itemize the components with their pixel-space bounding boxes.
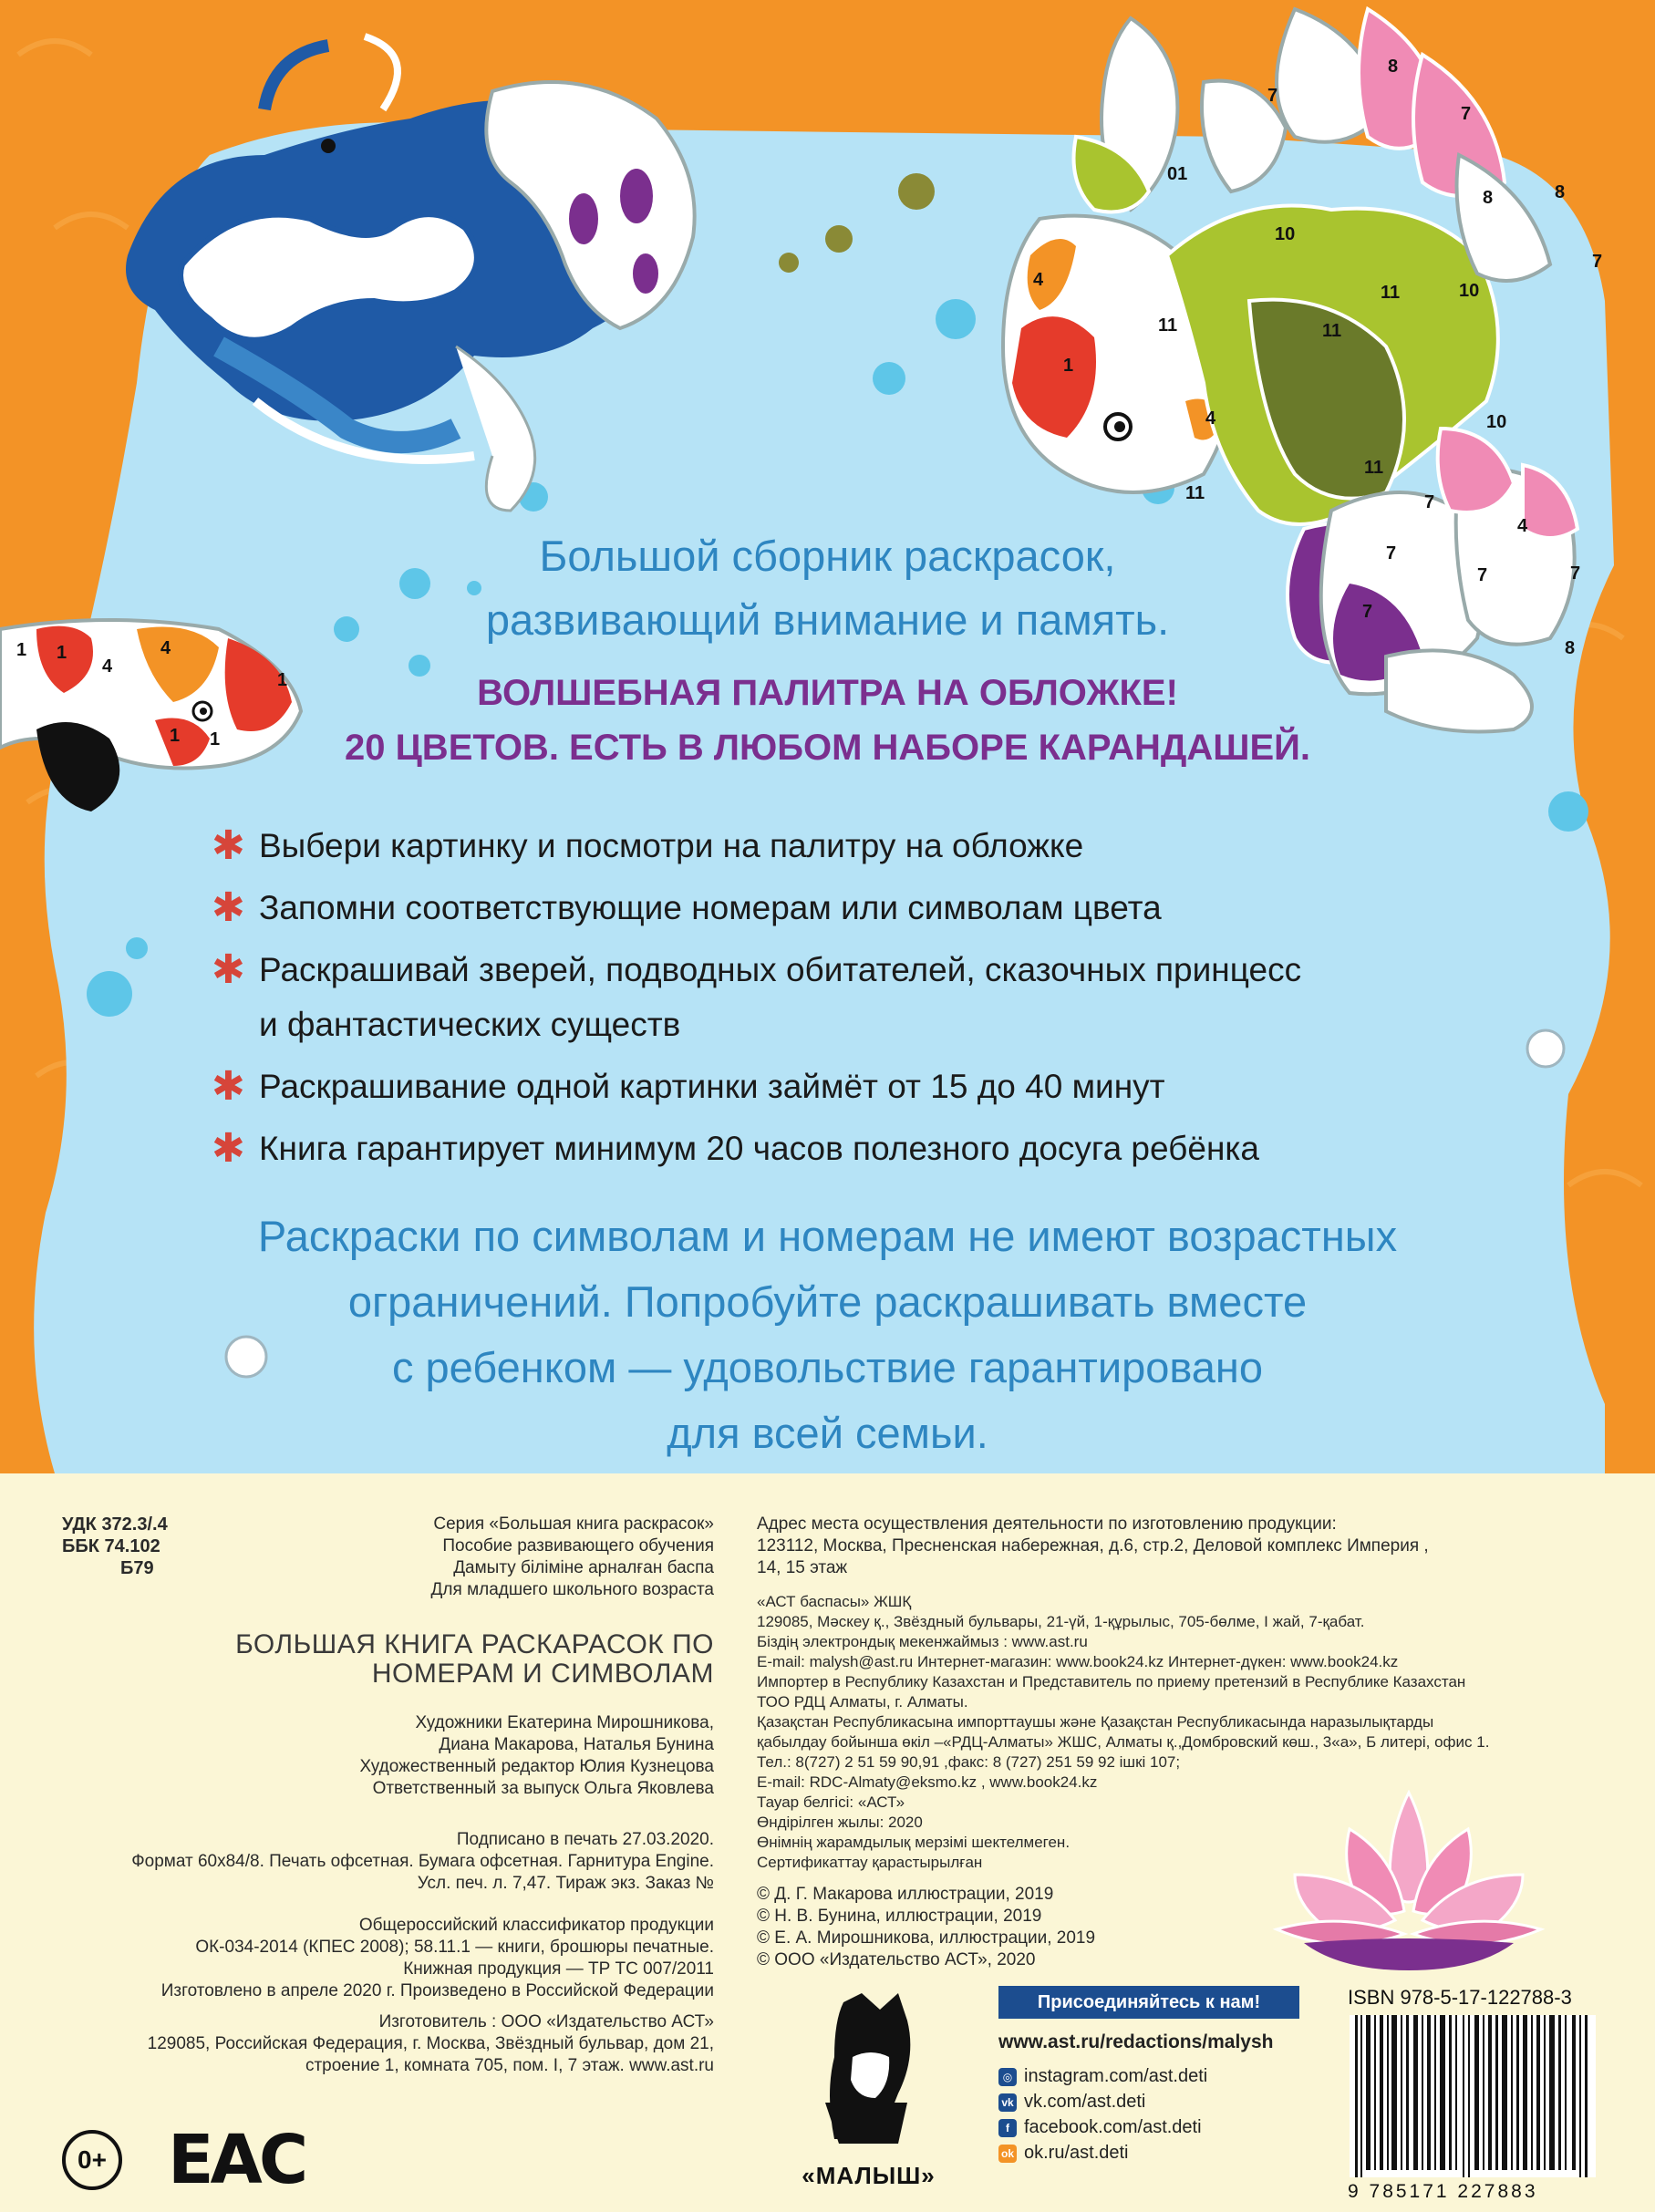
lily-number: 7: [1386, 543, 1397, 563]
koi-number: 1: [170, 726, 181, 746]
lily-number: 7: [1477, 565, 1488, 585]
lily-number: 11: [1381, 283, 1401, 303]
credit-line: Ответственный за выпуск Ольга Яковлева: [372, 1779, 714, 1798]
asterisk-icon: ✱: [212, 1064, 245, 1109]
social-link-vk[interactable]: [998, 2092, 1145, 2113]
feature-item: [212, 1122, 1561, 1176]
kz-line: Тауар белгісі: «АСТ»: [757, 1793, 905, 1811]
koi-number: 4: [1033, 270, 1044, 290]
promo-line: ВОЛШЕБНАЯ ПАЛИТРА НА ОБЛОЖКЕ!: [477, 673, 1178, 713]
kz-line: Қазақстан Республикасына импорттаушы және Қазақстан Республикасында наразылықтарды: [757, 1713, 1434, 1731]
udk-code: УДК 372.3/.4: [62, 1514, 168, 1535]
author-mark: Б79: [120, 1558, 154, 1578]
kz-line: E-mail: RDC-Almaty@eksmo.kz , www.book24.kz: [757, 1773, 1098, 1791]
isbn-label: ISBN 978-5-17-122788-3: [1348, 1986, 1572, 2009]
print-line: Формат 60x84/8. Печать офсетная. Бумага офсетная. Гарнитура Engine.: [131, 1852, 714, 1871]
classifier-line: Изготовлено в апреле 2020 г. Произведено в Российской Федерации: [160, 1981, 714, 2000]
lily-number: 7: [1461, 104, 1472, 124]
headline-line: Большой сборник раскрасок,: [539, 532, 1116, 580]
copyrights: [757, 1884, 1095, 1971]
asterisk-icon: ✱: [212, 885, 245, 930]
publisher-name: «МАЛЫШ»: [802, 2162, 936, 2189]
feature-item: [212, 943, 1561, 1052]
address-line: Адрес места осуществления деятельности по изготовлению продукции:: [757, 1514, 1337, 1534]
print-line: Усл. печ. л. 7,47. Тираж экз. Заказ №: [417, 1874, 714, 1893]
facebook-icon: f: [998, 2119, 1017, 2137]
credits: [0, 1712, 714, 1800]
koi-number: 4: [102, 656, 113, 677]
closing-line: с ребенком — удовольствие гарантировано: [391, 1343, 1264, 1391]
lily-number: 7: [1267, 86, 1278, 106]
copyright-line: © Н. В. Бунина, иллюстрации, 2019: [757, 1907, 1042, 1926]
age-rating-badge: 0+: [62, 2130, 122, 2190]
promo-text: [0, 666, 1655, 775]
asterisk-icon: ✱: [212, 947, 245, 992]
koi-number: 1: [1063, 356, 1074, 376]
feature-item: [212, 881, 1561, 935]
promo-line: 20 ЦВЕТОВ. ЕСТЬ В ЛЮБОМ НАБОРЕ КАРАНДАШЕЙ.: [344, 728, 1310, 768]
kz-line: қабылдау бойынша өкіл –«РДЦ-Алматы» ЖШС, Алматы қ.,Домбровский көш., 3«а», Б литері, офис 1.: [757, 1733, 1490, 1751]
lily-number: 11: [1185, 483, 1205, 503]
instagram-icon: ◎: [998, 2068, 1017, 2086]
manufacturer-line: 129085, Российская Федерация, г. Москва, Звёздный бульвар, дом 21,: [147, 2034, 714, 2053]
koi-number: 4: [1205, 408, 1216, 429]
feature-item: [212, 1059, 1561, 1114]
kz-line: Өнімнің жарамдылық мерзімі шектелмеген.: [757, 1834, 1071, 1851]
manufacturer-line: строение 1, комната 705, пом. I, 7 этаж. www.ast.ru: [305, 2056, 714, 2075]
koi-number: 1: [210, 729, 221, 749]
social-link-text: ok.ru/ast.deti: [1024, 2143, 1129, 2163]
eac-mark: EAC: [168, 2121, 305, 2199]
print-line: Подписано в печать 27.03.2020.: [456, 1830, 714, 1849]
social-link-facebook[interactable]: [998, 2117, 1202, 2138]
classifier-line: Общероссийский классификатор продукции: [358, 1916, 714, 1935]
feature-item: [212, 819, 1561, 873]
vk-icon: vk: [998, 2093, 1017, 2112]
feature-text: Запомни соответствующие номерам или символам цвета: [259, 889, 1162, 926]
kz-line: E-mail: malysh@ast.ru Интернет-магазин: www.book24.kz Интернет-дүкен: www.book24.kz: [757, 1653, 1399, 1670]
imprint-panel: [0, 1473, 1655, 2212]
lily-number: 7: [1592, 252, 1603, 272]
lily-number: 7: [1570, 563, 1581, 584]
series-line: Для младшего школьного возраста: [430, 1580, 714, 1599]
social-link-instagram[interactable]: [998, 2066, 1207, 2087]
asterisk-icon: ✱: [212, 823, 245, 868]
kz-line: ТОО РДЦ Алматы, г. Алматы.: [757, 1693, 968, 1711]
classifier-line: ОК-034-2014 (КПЕС 2008); 58.11.1 — книги, брошюры печатные.: [195, 1938, 714, 1957]
bbk-code: ББК 74.102: [62, 1536, 160, 1556]
lily-number: 7: [1424, 492, 1435, 512]
kz-line: Тел.: 8(727) 2 51 59 90,91 ,факс: 8 (727) 251 59 92 ішкі 107;: [757, 1753, 1181, 1771]
lily-number: 11: [1158, 315, 1178, 336]
social-link-ok[interactable]: [998, 2143, 1129, 2164]
closing-text: [0, 1204, 1655, 1466]
lily-number: 8: [1555, 182, 1566, 202]
feature-list: [212, 819, 1561, 1184]
ok-icon: ok: [998, 2145, 1017, 2163]
lily-number: 11: [1322, 321, 1342, 341]
lily-number: 10: [1486, 412, 1507, 432]
publisher-logo: [771, 1984, 967, 2203]
kz-line: 129085, Мәскеу қ., Звёздный бульвары, 21-үй, 1-құрылыс, 705-бөлме, I жай, 7-қабат.: [757, 1613, 1365, 1630]
classifier-info: [0, 1915, 714, 2002]
lotus-illustration: [1267, 1774, 1550, 1975]
feature-text: Раскрашивай зверей, подводных обитателей, сказочных принцесс: [259, 951, 1302, 988]
print-info: [0, 1829, 714, 1895]
production-address: [757, 1514, 1429, 1579]
kz-line: Біздің электрондық мекенжаймыз : www.ast.ru: [757, 1633, 1088, 1650]
kz-line: Сертификаттау қарастырылған: [757, 1854, 983, 1871]
book-title: [0, 1630, 714, 1689]
kz-line: Өндірілген жылы: 2020: [757, 1814, 923, 1831]
series-line: Пособие развивающего обучения: [442, 1536, 714, 1556]
koi-number: 4: [160, 638, 171, 658]
lily-number: 11: [1364, 458, 1384, 478]
asterisk-icon: ✱: [212, 1126, 245, 1171]
kz-line: «АСТ баспасы» ЖШҚ: [757, 1593, 912, 1610]
closing-line: Раскраски по символам и номерам не имеют возрастных: [257, 1212, 1398, 1260]
social-link-text: facebook.com/ast.deti: [1024, 2117, 1202, 2137]
book-title-line: БОЛЬШАЯ КНИГА РАСКАРАСОК ПО: [235, 1629, 714, 1659]
copyright-line: © Е. А. Мирошникова, иллюстрации, 2019: [757, 1928, 1096, 1948]
lily-number: 10: [1275, 224, 1296, 244]
lily-number: 8: [1388, 57, 1399, 77]
credit-line: Художественный редактор Юлия Кузнецова: [359, 1757, 714, 1776]
closing-line: для всей семьи.: [667, 1409, 988, 1457]
social-link-text: instagram.com/ast.deti: [1024, 2066, 1208, 2086]
feature-text: Книга гарантирует минимум 20 часов полезного досуга ребёнка: [259, 1130, 1259, 1167]
copyright-line: © ООО «Издательство АСТ», 2020: [757, 1950, 1036, 1969]
manufacturer-info: [0, 2011, 714, 2077]
headline: [0, 524, 1655, 652]
website-link[interactable]: www.ast.ru/redactions/malysh: [998, 2031, 1274, 2052]
lily-number: 8: [1565, 638, 1576, 658]
lily-number: 10: [1459, 281, 1480, 301]
feature-text: и фантастических существ: [259, 1006, 681, 1043]
koi-number: 1: [57, 643, 67, 663]
credit-line: Художники Екатерина Мирошникова,: [415, 1713, 714, 1732]
social-link-text: vk.com/ast.deti: [1024, 2092, 1146, 2112]
series-line: Серия «Большая книга раскрасок»: [433, 1514, 714, 1534]
address-line: 123112, Москва, Пресненская набережная, д.6, стр.2, Деловой комплекс Империя ,: [757, 1536, 1429, 1556]
lily-number: 7: [1362, 602, 1373, 622]
address-line: 14, 15 этаж: [757, 1558, 848, 1577]
malysh-logo-figure: [771, 1984, 967, 2157]
copyright-line: © Д. Г. Макарова иллюстрации, 2019: [757, 1885, 1054, 1904]
feature-text: Раскрашивание одной картинки займёт от 15 до 40 минут: [259, 1068, 1165, 1105]
lily-number: 01: [1167, 164, 1188, 184]
classifier-line: Книжная продукция — ТР ТС 007/2011: [403, 1959, 714, 1979]
barcode-digits: 9 785171 227883: [1348, 2181, 1538, 2202]
koi-number: 1: [277, 670, 288, 690]
join-us-banner: Присоединяйтесь к нам!: [998, 1986, 1299, 2019]
series-line: Дамыту біліміне арналған баспа: [453, 1558, 714, 1577]
series-info: [0, 1514, 714, 1601]
credit-line: Диана Макарова, Наталья Бунина: [439, 1735, 714, 1754]
manufacturer-line: Изготовитель : ООО «Издательство АСТ»: [378, 2012, 714, 2031]
barcode-image: [1350, 2015, 1596, 2177]
koi-number: 1: [16, 640, 27, 660]
feature-text: Выбери картинку и посмотри на палитру на обложке: [259, 827, 1084, 864]
closing-line: ограничений. Попробуйте раскрашивать вместе: [347, 1277, 1308, 1326]
book-title-line: НОМЕРАМ И СИМВОЛАМ: [371, 1659, 714, 1689]
lily-number: 4: [1517, 516, 1528, 536]
headline-line: развивающий внимание и память.: [485, 595, 1170, 644]
kz-line: Импортер в Республику Казахстан и Представитель по приему претензий в Республике Казахстан: [757, 1673, 1466, 1690]
lily-number: 8: [1483, 188, 1494, 208]
